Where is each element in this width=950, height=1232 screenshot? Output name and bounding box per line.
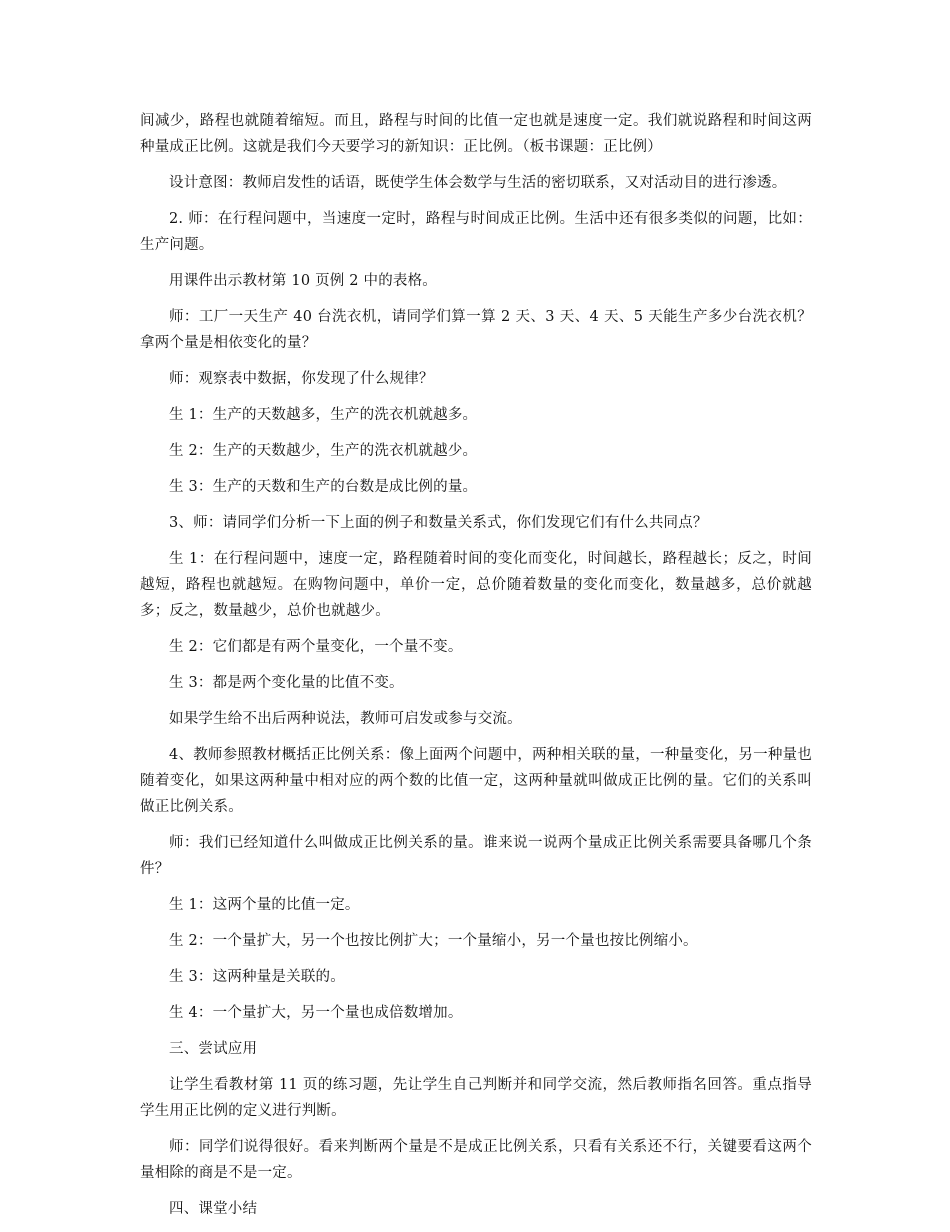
paragraph: 生 2：生产的天数越少，生产的洗衣机就越少。 [169,443,478,459]
paragraph: 生 3：都是两个变化量的比值不变。 [169,675,404,691]
paragraph: 师：工厂一天生产 40 台洗衣机，请同学们算一算 2 天、3 天、4 天、5 天能生产多少台洗衣机？拿两个量是相依变化的量？ [140,309,812,351]
paragraph: 设计意图：教师启发性的话语，既使学生体会数学与生活的密切联系，又对活动目的进行渗透。 [169,175,787,191]
paragraph: 师：观察表中数据，你发现了什么规律？ [169,371,434,387]
paragraph: 间减少，路程也就随着缩短。而且，路程与时间的比值一定也就是速度一定。我们就说路程和时间这两种量成正比例。这就是我们今天要学习的新知识：正比例。（板书课题：正比例） [140,113,812,155]
paragraph: 生 2：它们都是有两个量变化，一个量不变。 [169,639,463,655]
paragraph: 用课件出示教材第 10 页例 2 中的表格。 [169,273,438,289]
paragraph: 2. 师：在行程问题中，当速度一定时，路程与时间成正比例。生活中还有很多类似的问题，比如：生产问题。 [140,211,812,253]
section-heading: 四、课堂小结 [169,1201,258,1217]
paragraph: 如果学生给不出后两种说法，教师可启发或参与交流。 [169,711,522,727]
paragraph: 师：同学们说得很好。看来判断两个量是不是成正比例关系，只看有关系还不行，关键要看这两个量相除的商是不是一定。 [140,1139,812,1181]
paragraph: 生 1：生产的天数越多，生产的洗衣机就越多。 [169,407,478,423]
paragraph: 让学生看教材第 11 页的练习题，先让学生自己判断并和同学交流，然后教师指名回答。重点指导学生用正比例的定义进行判断。 [140,1077,812,1119]
paragraph: 生 2：一个量扩大，另一个也按比例扩大；一个量缩小，另一个量也按比例缩小。 [169,933,698,949]
paragraph: 生 1：在行程问题中，速度一定，路程随着时间的变化而变化，时间越长，路程越长；反之，时间越短，路程也就越短。在购物问题中，单价一定，总价随着数量的变化而变化，数量越多，总价就越多；反之，数量越少，总价也就越少。 [140,551,812,619]
section-heading: 三、尝试应用 [169,1041,258,1057]
document-page [140,108,812,1232]
paragraph: 生 3：生产的天数和生产的台数是成比例的量。 [169,479,478,495]
paragraph: 3、师：请同学们分析一下上面的例子和数量关系式，你们发现它们有什么共同点？ [169,515,708,531]
paragraph: 师：我们已经知道什么叫做成正比例关系的量。谁来说一说两个量成正比例关系需要具备哪几个条件？ [140,835,812,877]
paragraph: 4、教师参照教材概括正比例关系：像上面两个问题中，两种相关联的量，一种量变化，另一种量也随着变化，如果这两种量中相对应的两个数的比值一定，这两种量就叫做成正比例的量。它们的关系叫做正比例关系。 [140,747,812,815]
paragraph: 生 3：这两种量是关联的。 [169,969,345,985]
paragraph: 生 4：一个量扩大，另一个量也成倍数增加。 [169,1005,463,1021]
paragraph: 生 1：这两个量的比值一定。 [169,897,360,913]
